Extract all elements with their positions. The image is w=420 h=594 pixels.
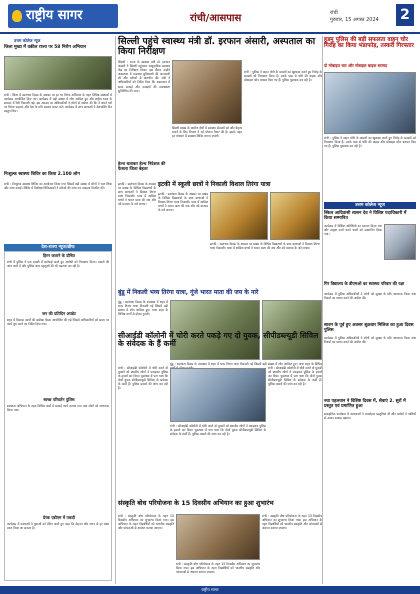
- box2-title: जन की प्रतिदिन अपडेट: [42, 311, 76, 316]
- column-divider: [115, 36, 116, 584]
- box3-title: स्वच्छ परिवर्तन पुलिस: [43, 397, 75, 402]
- right5-body: सांस्कृतिक कार्यक्रम में कलाकारों ने मनमोहक प्रस्तुतियां दीं और दर्शकों ने तालियों से उनका उत्साह बढ़ाया।: [324, 412, 417, 421]
- right5-headline: नवा पहलवान ने विशिष्ट दिवस में, सेवाएं 2. सुरों में प्रस्तुत एवं प्रमाणित हुआ: [324, 399, 406, 409]
- tiranga-body-left: इटकी : स्वतंत्रता दिवस के अवसर पर प्रखंड के विभिन्न विद्यालयों के छात्र छात्राओं ने विशाल तिरंगा यात्रा निकाली। यात्रा में शामिल बच्चों ने भारत माता की जय और वंदे मातरम के नारे लगाए।: [118, 182, 157, 207]
- right2-photo: [384, 224, 416, 260]
- right-subhead: दो मोबाइल चार और मोबाइल बाइक बरामद: [324, 63, 388, 68]
- cid-photo: [170, 368, 266, 422]
- box2-body: शहर में विकास कार्यों की समीक्षा बैठक आयोजित की गई जिसमें अधिकारियों को समय पर कार्य पूरा करने का निर्देश दिया गया।: [7, 318, 110, 327]
- cid-headline: सीआईडी कॉलोनी में चोरी करते पकड़े गए दो युवक, सीपीडब्ल्यूडी सिविल के संवेदक के हैं कर्मी: [118, 331, 319, 349]
- box4-title: प्रेरक एडीएम में तकदी: [42, 515, 76, 520]
- bundu-body: बुंडू : स्वतंत्रता दिवस के उपलक्ष्य में शहर में भव्य तिरंगा यात्रा निकाली गई जिसमें बड़ी संख्या में लोग शामिल हुए। यात्रा शहर के विभिन्न मार्गों से होकर गुजरी।: [118, 300, 169, 317]
- bundu-body-2: बुंडू : स्वतंत्रता दिवस के उपलक्ष्य में शहर में भव्य तिरंगा यात्रा निकाली गई जिसमें बड़ी संख्या में लोग शामिल हुए। यात्रा शहर के विभिन्न: [170, 362, 322, 366]
- column-divider-right: [322, 36, 323, 584]
- tiranga-photo-2: [270, 192, 320, 240]
- left-kicker: उत्तम कोलेज न्यूज: [14, 38, 41, 43]
- right-body-2: रांची : पुलिस ने वाहन चोरी के मामलों का खुलासा करते हुए गिरोह के सदस्यों को गिरफ्तार किया है। उनके पास से चोरी की बाइक और मोबाइल फोन बरामद किए गए हैं। पुलिस पूछताछ कर रही है।: [324, 136, 417, 149]
- skill-body-2: रांची : संस्कृति बोध परियोजना के तहत 15 दिवसीय अभियान का शुभारंभ किया गया। इस अभियान के तहत विद्यार्थियों को भारतीय संस्कृति और परंपराओं से अवगत कराया जाएगा।: [176, 562, 261, 575]
- section-title: रांची/आसपास: [190, 13, 242, 24]
- right-kicker-bar: उत्तम कोलेज न्यूज: [324, 202, 416, 209]
- skill-body: रांची : संस्कृति बोध परियोजना के तहत 15 दिवसीय अभियान का शुभारंभ किया गया। इस अभियान के तहत विद्यार्थियों को भारतीय संस्कृति और परंपराओं से अवगत कराया जाएगा।: [118, 514, 175, 531]
- right-photo: [324, 72, 416, 134]
- page-number: 2: [396, 4, 414, 26]
- left-story1-body: रांची : जिला में स्वतंत्रता दिवस के अवसर पर हर घर तिरंगा अभियान के तहत विभिन्न संस्थानों में कार्यक्रम आयोजित किए गए। कार्यक्रम में बड़ी संख्या में लोग शामिल हुए और राष्ट्रीय ध्वज के सम्मान में रैली निकाली गई। इस अवसर पर अधिकारियों ने लोगों से अपील की कि वे अपने घरों पर तिरंगा फहराएं और देश के प्रति सम्मान प्रकट करें। कार्यक्रम में छात्र छात्राओं ने देशभक्ति गीत प्रस्तुत किए।: [4, 93, 113, 114]
- box3-body: स्वच्छता अभियान के तहत विभिन्न वार्डों में सफाई कार्य कराया गया तथा लोगों को जागरूक किया गया।: [7, 404, 110, 413]
- cid-body: रांची : सीआईडी कॉलोनी में चोरी करते दो युवकों को स्थानीय लोगों ने पकड़कर पुलिस के हवाले कर दिया। पूछताछ में पता चला कि दोनों युवक सीपीडब्ल्यूडी सिविल के संवेदक के कर्मी हैं। पुलिस मामले की जांच कर रही है।: [118, 366, 169, 391]
- bundu-headline: बुंडू में निकली भव्य तिरंगा यात्रा, गूंजे भारत माता की जय के नारे: [118, 289, 259, 296]
- masthead: [0, 0, 420, 34]
- lead-body: सिल्ली : राज्य के स्वास्थ्य मंत्री डॉ. इरफान अंसारी ने सिल्ली पहुंचकर सामुदायिक स्वास्थ्य केंद्र का निरीक्षण किया। इस दौरान उन्होंने अस्पताल में उपलब्ध सुविधाओं की जानकारी ली और मरीजों से बातचीत की। मंत्री ने अधिकारियों को निर्देश दिया कि अस्पताल में साफ सफाई और दवाइयों की उपलब्धता सुनिश्चित की जाए।: [118, 60, 171, 93]
- tiranga-body-2: इटकी : स्वतंत्रता दिवस के अवसर पर प्रखंड के विभिन्न विद्यालयों के छात्र छात्राओं ने विशाल तिरंगा यात्रा निकाली। यात्रा में शामिल बच्चों ने भारत माता की जय और वंदे मातरम के नारे लगाए।: [210, 242, 321, 251]
- bundu-photo-1: [170, 300, 260, 360]
- skill-body-3: रांची : संस्कृति बोध परियोजना के तहत 15 दिवसीय अभियान का शुभारंभ किया गया। इस अभियान के तहत विद्यार्थियों को भारतीय संस्कृति और परंपराओं से अवगत कराया जाएगा।: [262, 514, 322, 531]
- right4-body: कार्यक्रम में पुलिस अधिकारियों ने लोगों को सुरक्षा के प्रति जागरूक किया तथा नियमों का पालन करने की अपील की।: [324, 336, 417, 345]
- lead-headline: सिल्ली पहुंचे स्वास्थ्य मंत्री डॉ. इरफान अंसारी, अस्पताल का किया निरीक्षण: [118, 36, 316, 58]
- right3-headline: गिर विद्यालय के डीएमओ का स्वास्थ्य परिवार की रक्षा: [324, 281, 405, 286]
- right-body: रांची : पुलिस ने वाहन चोरी के मामलों का खुलासा करते हुए गिरोह के सदस्यों को गिरफ्तार किया है। उनके पास से चोरी की बाइक और मोबाइल फोन बरामद किए गए हैं। पुलिस पूछताछ कर रही है।: [244, 70, 322, 83]
- box1-body: रांची में पुलिस ने एक मामले में कार्रवाई करते हुए आरोपी को गिरफ्तार किया। मामले की जांच जारी है और पुलिस अन्य पहलुओं की भी पड़ताल कर रही है।: [7, 260, 110, 269]
- right4-headline: सावन के पूर्व हुए अवसर शुक्रवार मिलिक का हुआ दिवस पुलिस: [324, 323, 414, 333]
- tiranga-headline: इटकी में स्कूली छात्रों ने निकाली विशाल तिरंगा यात्रा: [158, 181, 271, 188]
- footer-text: राष्ट्रीय सागर: [201, 587, 219, 592]
- tiranga-body: इटकी : स्वतंत्रता दिवस के अवसर पर प्रखंड के विभिन्न विद्यालयों के छात्र छात्राओं ने विशाल तिरंगा यात्रा निकाली। यात्रा में शामिल बच्चों ने भारत माता की जय और वंदे मातरम के नारे लगाए।: [158, 192, 209, 213]
- right-headline: हुडमू पुलिस की बड़ी सफलता वाहन चोर गिरोह का किया भंडाफोड़, तस्करी गिरफ्तार: [324, 37, 414, 50]
- right3-body: कार्यक्रम में पुलिस अधिकारियों ने लोगों को सुरक्षा के प्रति जागरूक किया तथा नियमों का पालन करने की अपील की।: [324, 292, 417, 301]
- tiranga-photo-1: [210, 192, 268, 240]
- left-box-header: देश-राज्य न्यूज/ब्रीफ: [4, 244, 112, 251]
- right2-body: कार्यक्रम में विशिष्ट अतिथियों का स्वागत किया गया और उत्कृष्ट कार्य करने वालों को सम्मानित किया गया।: [324, 224, 383, 237]
- left-story2-body: रांची : निःशुल्क स्वास्थ्य शिविर का आयोजन किया गया जिसमें बड़ी संख्या में लोगों ने भाग लिया और जांच कराई। शिविर में विशेषज्ञ चिकित्सकों ने मरीजों की जांच कर दवाइयां वितरित कीं।: [4, 182, 113, 191]
- box4-body: कार्यक्रम में वक्ताओं ने युवाओं को प्रेरित करते हुए कहा कि मेहनत और लगन से हर लक्ष्य प्राप्त किया जा सकता है।: [7, 522, 110, 531]
- lead-photo: [172, 60, 242, 124]
- left-story1-headline: जिला मुख्य में वकील राज्य पर 58 निरोग अभियान: [4, 45, 87, 50]
- lead-body-2: सिल्ली प्रखंड के ग्रामीण क्षेत्रों में स्वास्थ्य सेवाओं को और बेहतर बनाने के लिए विभाग ने नई योजना तैयार की है। इसके तहत हर पंचायत में स्वास्थ्य शिविर लगाए जाएंगे।: [172, 126, 243, 139]
- cid-body-2: रांची : सीआईडी कॉलोनी में चोरी करते दो युवकों को स्थानीय लोगों ने पकड़कर पुलिस के हवाले कर दिया। पूछताछ में पता चला कि दोनों युवक सीपीडब्ल्यूडी सिविल के संवेदक के कर्मी हैं। पुलिस मामले की जांच कर रही है।: [170, 424, 267, 437]
- skill-photo: [176, 514, 260, 560]
- side-headline: हेल्थ चलाकर हेल्थ निदेशक की फैसला जिला बेहतर: [118, 161, 166, 171]
- left-story2-headline: निःशुल्क स्वास्थ्य शिविर का किया 2.100 लोग: [4, 172, 80, 177]
- box1-title: हिरन जलाने के दोषित: [43, 253, 75, 258]
- newspaper-logo: राष्ट्रीय सागर: [8, 4, 118, 28]
- bundu-photo-2: [262, 300, 322, 360]
- page-footer: [0, 586, 420, 594]
- cid-body-3: रांची : सीआईडी कॉलोनी में चोरी करते दो युवकों को स्थानीय लोगों ने पकड़कर पुलिस के हवाले कर दिया। पूछताछ में पता चला कि दोनों युवक सीपीडब्ल्यूडी सिविल के संवेदक के कर्मी हैं। पुलिस मामले की जांच कर रही है।: [268, 366, 322, 387]
- skill-headline: संस्कृति बोध परियोजना के 15 दिवसीय अभियान का हुआ शुभारंभ: [118, 499, 274, 507]
- left-story1-photo: [4, 56, 112, 90]
- right2-headline: स्किल आदिवासी शासन देव ने विशिष्ट पदाधिकारी में किया सम्मानित: [324, 211, 407, 221]
- dateline: रांची गुरुवार, 15 अगस्त 2024: [330, 10, 379, 23]
